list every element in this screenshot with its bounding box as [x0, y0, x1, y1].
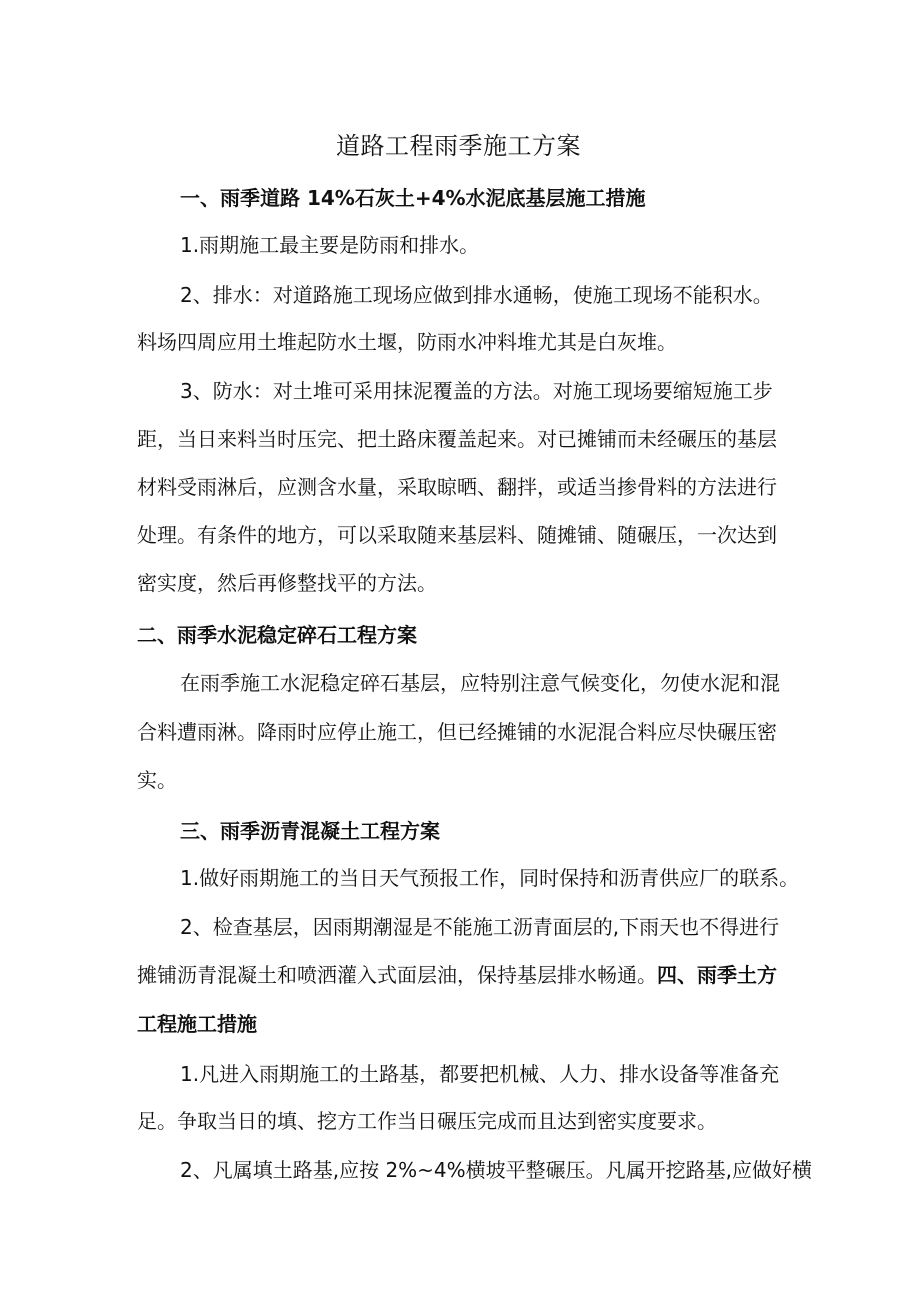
section1-paragraph2-line2: 料场四周应用土堆起防水土堰，防雨水冲料堆尤其是白灰堆。 — [137, 330, 677, 354]
section2-paragraph1-line3: 实。 — [137, 768, 177, 792]
section1-paragraph2-line1: 2、排水：对道路施工现场应做到排水通畅，使施工现场不能积水。 — [180, 283, 773, 307]
section4-heading-part2: 工程施工措施 — [137, 1012, 257, 1036]
section1-paragraph3-line3: 材料受雨淋后，应测含水量，采取晾晒、翻拌，或适当掺骨料的方法进行 — [137, 475, 777, 499]
section2-paragraph1-line1: 在雨季施工水泥稳定碎石基层，应特别注意气候变化，勿使水泥和混 — [180, 671, 780, 695]
section3-paragraph2-line2 — [137, 961, 777, 989]
section3-paragraph2-text: 摊铺沥青混凝土和喷洒灌入式面层油，保持基层排水畅通。 — [137, 963, 657, 987]
section4-paragraph2-line1: 2、凡属填土路基,应按 2%~4%横坡平整碾压。凡属开挖路基,应做好横 — [180, 1158, 813, 1182]
section4-heading-part1: 四、雨季土方 — [657, 963, 777, 987]
section4-paragraph1-line1: 1.凡进入雨期施工的土路基，都要把机械、人力、排水设备等准备充 — [180, 1062, 780, 1086]
section2-paragraph1-line2: 合料遭雨淋。降雨时应停止施工，但已经摊铺的水泥混合料应尽快碾压密 — [137, 720, 777, 744]
section4-paragraph1-line2: 足。争取当日的填、挖方工作当日碾压完成而且达到密实度要求。 — [137, 1109, 717, 1133]
section1-paragraph1: 1.雨期施工最主要是防雨和排水。 — [180, 233, 480, 257]
section3-paragraph1: 1.做好雨期施工的当日天气预报工作，同时保持和沥青供应厂的联系。 — [180, 866, 800, 890]
section3-paragraph2-line1: 2、检查基层，因雨期潮湿是不能施工沥青面层的,下雨天也不得进行 — [180, 915, 780, 939]
section1-heading: 一、雨季道路 14%石灰土+4%水泥底基层施工措施 — [180, 186, 646, 210]
section1-paragraph3-line2: 距，当日来料当时压完、把土路床覆盖起来。对已摊铺而未经碾压的基层 — [137, 427, 777, 451]
section1-paragraph3-line4: 处理。有条件的地方，可以采取随来基层料、随摊铺、随碾压，一次达到 — [137, 523, 777, 547]
section2-heading: 二、雨季水泥稳定碎石工程方案 — [137, 623, 417, 647]
section1-paragraph3-line1: 3、防水：对土堆可采用抹泥覆盖的方法。对施工现场要缩短施工步 — [180, 379, 773, 403]
section1-paragraph3-line5: 密实度，然后再修整找平的方法。 — [137, 571, 437, 595]
section3-heading: 三、雨季沥青混凝土工程方案 — [180, 819, 440, 843]
page-title: 道路工程雨季施工方案 — [336, 132, 581, 160]
